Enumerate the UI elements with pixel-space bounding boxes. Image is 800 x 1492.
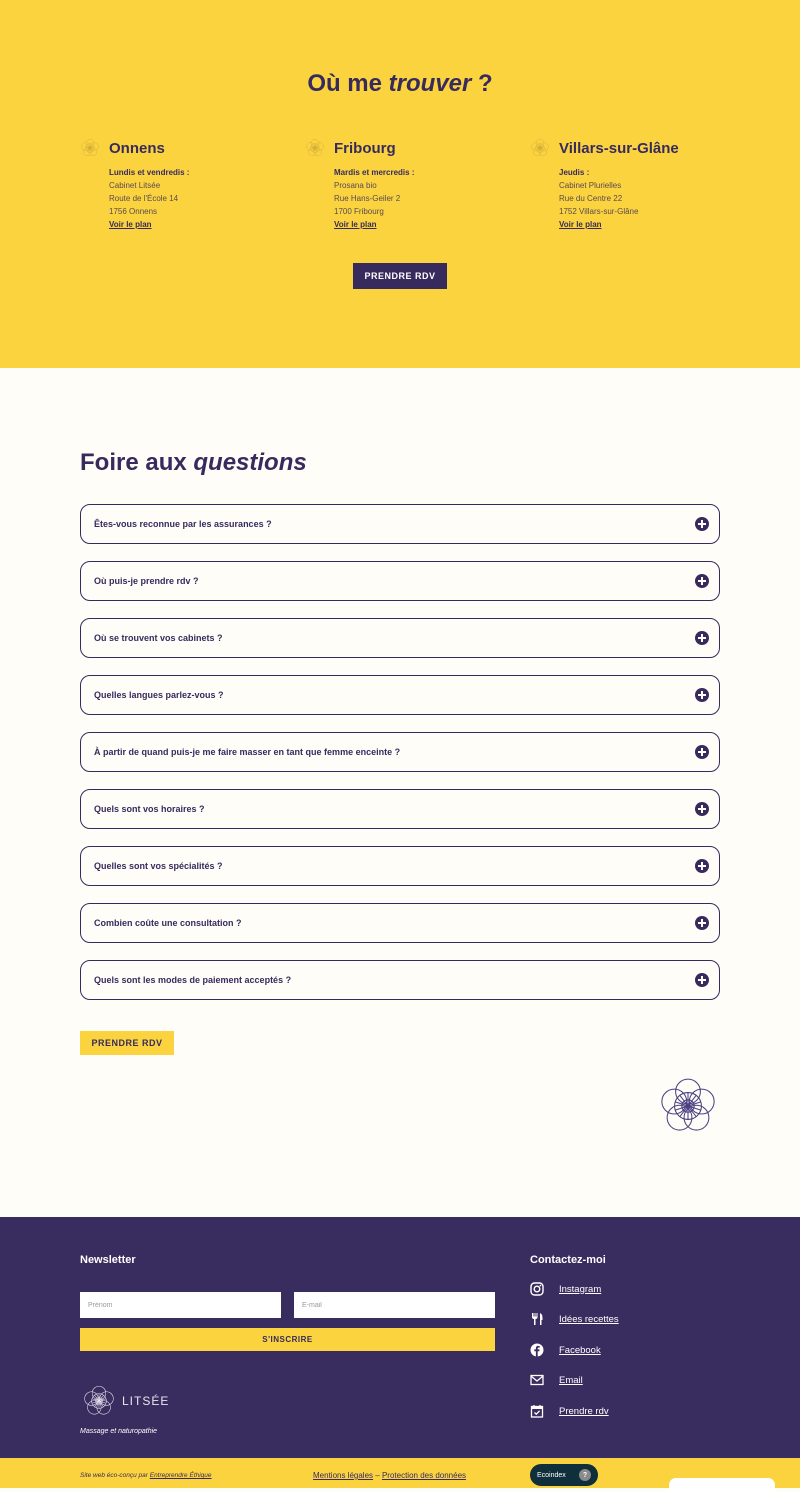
map-link[interactable]: Voir le plan	[559, 220, 602, 229]
faq-item[interactable]	[80, 561, 720, 601]
locations-section	[0, 0, 800, 368]
faq-title: Foire aux questions	[80, 449, 307, 476]
faq-question: Êtes-vous reconnue par les assurances ?	[94, 519, 272, 529]
legal-links: Mentions légales – Protection des données	[313, 1471, 467, 1480]
faq-question: Quelles sont vos spécialités ?	[94, 861, 223, 871]
privacy-link[interactable]: Protection des données	[381, 1471, 467, 1480]
faq-book-appointment-button[interactable]: PRENDRE RDV	[80, 1031, 174, 1055]
flower-icon	[305, 138, 325, 158]
flower-icon	[530, 138, 550, 158]
faq-item[interactable]	[80, 960, 720, 1000]
facebook-icon	[530, 1343, 544, 1357]
contact-appointment[interactable]	[530, 1404, 609, 1418]
location-line: Rue du Centre 22	[559, 194, 623, 203]
instagram-icon	[530, 1282, 544, 1296]
location-line: 1700 Fribourg	[334, 207, 384, 216]
ecoindex-badge[interactable]	[530, 1464, 598, 1486]
faq-question: Combien coûte une consultation ?	[94, 918, 242, 928]
location-line: 1752 Villars-sur-Glâne	[559, 207, 639, 216]
recipes-link[interactable]: Idées recettes	[559, 1313, 619, 1325]
contact-instagram[interactable]	[530, 1282, 602, 1296]
plus-circle-icon[interactable]	[695, 517, 709, 531]
location-city: Onnens	[109, 140, 165, 157]
faq-item[interactable]	[80, 618, 720, 658]
credit-link[interactable]: Entreprendre Éthique	[149, 1472, 212, 1479]
faq-item[interactable]	[80, 846, 720, 886]
plus-circle-icon[interactable]	[695, 916, 709, 930]
location-city: Fribourg	[334, 140, 396, 157]
appointment-link[interactable]: Prendre rdv	[559, 1405, 609, 1417]
logo[interactable]	[82, 1384, 169, 1418]
location-line: Cabinet Plurielles	[559, 181, 622, 190]
location-line: Cabinet Litsée	[109, 181, 161, 190]
location-line: Prosana bio	[334, 181, 377, 190]
contact-recipes[interactable]	[530, 1312, 619, 1326]
email-input[interactable]	[294, 1292, 495, 1318]
faq-item[interactable]	[80, 903, 720, 943]
subscribe-button[interactable]: S'INSCRIRE	[80, 1328, 495, 1351]
plus-circle-icon[interactable]	[695, 859, 709, 873]
flower-logo-icon	[82, 1384, 116, 1418]
faq-question: À partir de quand puis-je me faire masser en tant que femme enceinte ?	[94, 747, 401, 757]
tagline: Massage et naturopathie	[80, 1428, 158, 1435]
map-link[interactable]: Voir le plan	[109, 220, 152, 229]
contact-facebook[interactable]	[530, 1343, 601, 1357]
floating-widget-tab[interactable]	[669, 1478, 775, 1492]
flower-icon	[80, 138, 100, 158]
ecoindex-label: Ecoindex	[537, 1471, 566, 1479]
plus-circle-icon[interactable]	[695, 973, 709, 987]
plus-circle-icon[interactable]	[695, 745, 709, 759]
faq-question: Quels sont les modes de paiement acceptés ?	[94, 975, 292, 985]
map-link[interactable]: Voir le plan	[334, 220, 377, 229]
firstname-input[interactable]	[80, 1292, 281, 1318]
book-appointment-button[interactable]: PRENDRE RDV	[353, 263, 447, 289]
location-line: Route de l'École 14	[109, 194, 179, 203]
credit: Site web éco-conçu par Entreprendre Éthique	[80, 1472, 212, 1479]
plus-circle-icon[interactable]	[695, 574, 709, 588]
location-line: Rue Hans-Geiler 2	[334, 194, 401, 203]
footer	[0, 1217, 800, 1458]
faq-question: Quelles langues parlez-vous ?	[94, 690, 224, 700]
faq-item[interactable]	[80, 789, 720, 829]
faq-item[interactable]	[80, 732, 720, 772]
logo-text: LITSÉE	[122, 1394, 170, 1408]
facebook-link[interactable]: Facebook	[559, 1344, 601, 1356]
location-days: Jeudis :	[559, 168, 590, 177]
locations-title: Où me trouver ?	[307, 70, 493, 97]
plus-circle-icon[interactable]	[695, 631, 709, 645]
legal-notice-link[interactable]: Mentions légales	[313, 1471, 374, 1480]
calendar-check-icon	[530, 1404, 544, 1418]
contact-email[interactable]	[530, 1373, 583, 1387]
newsletter-title: Newsletter	[80, 1254, 136, 1266]
faq-question: Où se trouvent vos cabinets ?	[94, 633, 223, 643]
email-link[interactable]: Email	[559, 1374, 583, 1386]
faq-question: Où puis-je prendre rdv ?	[94, 576, 199, 586]
bottom-bar	[0, 1458, 800, 1488]
faq-item[interactable]	[80, 675, 720, 715]
location-days: Mardis et mercredis :	[334, 168, 415, 177]
faq-question: Quels sont vos horaires ?	[94, 804, 205, 814]
help-icon[interactable]: ?	[579, 1469, 591, 1481]
plus-circle-icon[interactable]	[695, 688, 709, 702]
faq-item[interactable]	[80, 504, 720, 544]
location-city: Villars-sur-Glâne	[559, 140, 679, 157]
location-line: 1756 Onnens	[109, 207, 158, 216]
location-days: Lundis et vendredis :	[109, 168, 190, 177]
fork-knife-icon	[530, 1312, 544, 1326]
instagram-link[interactable]: Instagram	[559, 1283, 602, 1295]
flower-logo-icon	[657, 1075, 719, 1137]
contact-title: Contactez-moi	[530, 1254, 606, 1266]
envelope-icon	[530, 1373, 544, 1387]
plus-circle-icon[interactable]	[695, 802, 709, 816]
